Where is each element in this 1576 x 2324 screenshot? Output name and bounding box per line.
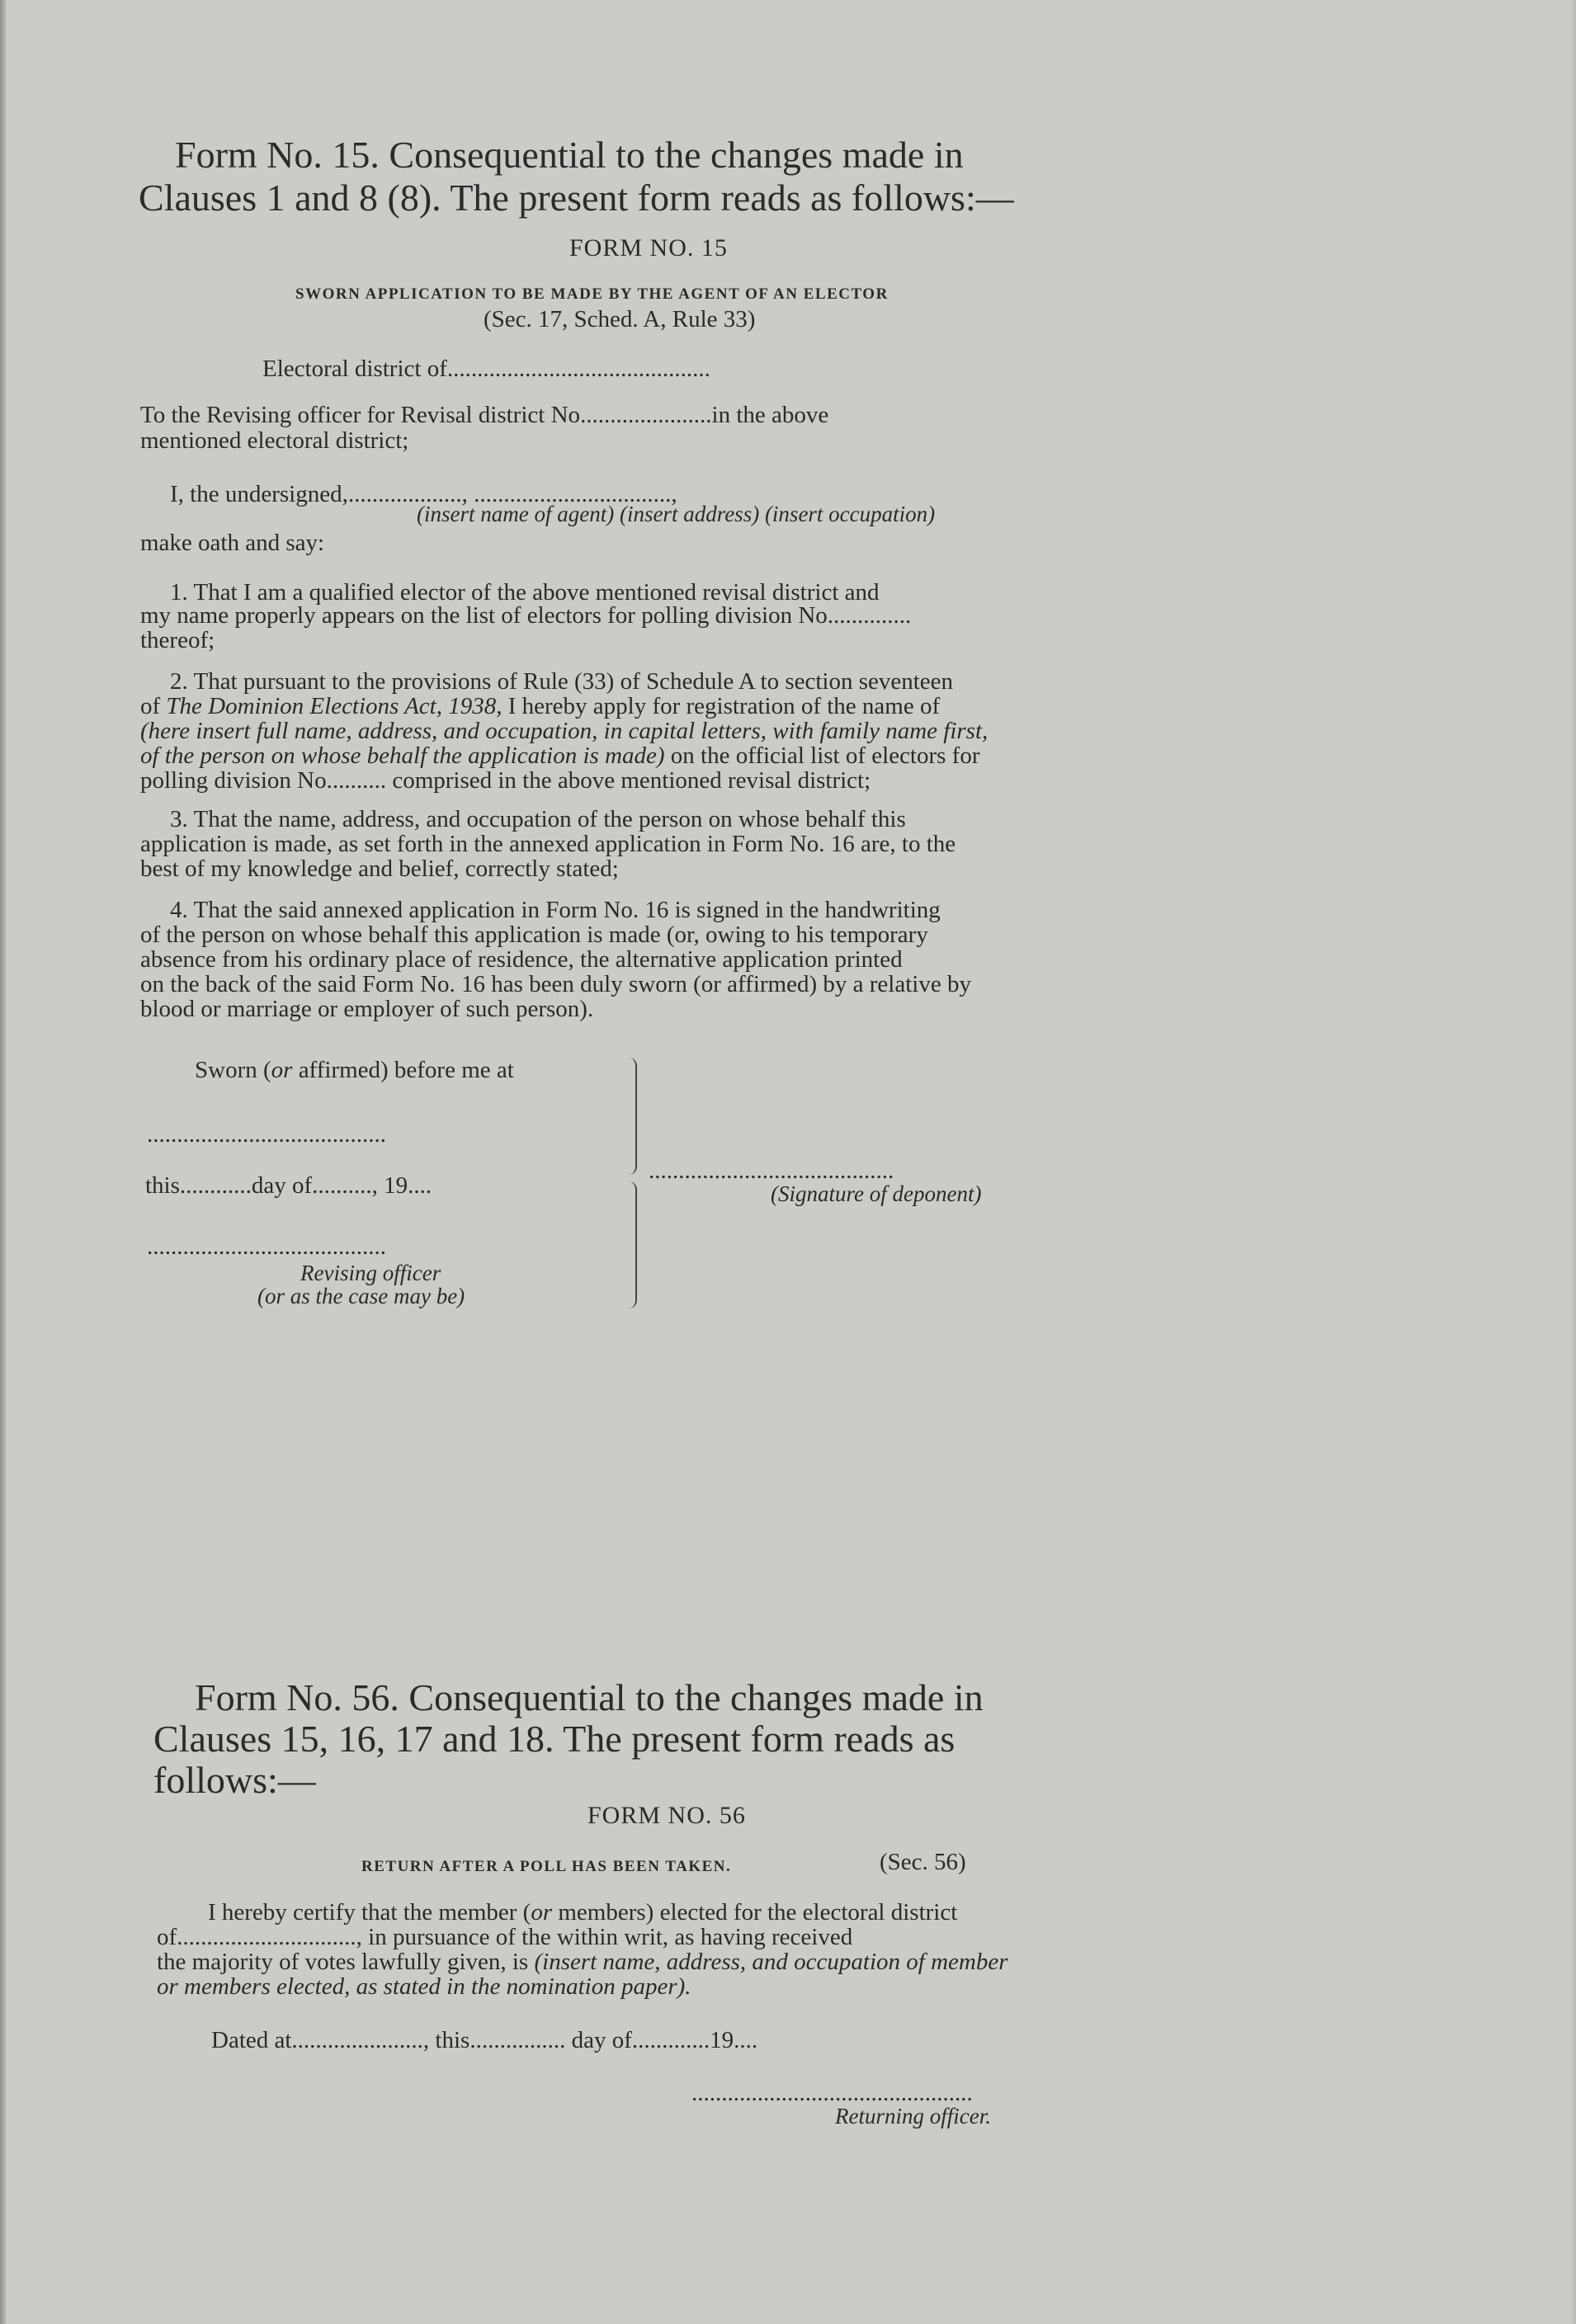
- sworn-line: [195, 1058, 514, 1083]
- para2-line2-b: I hereby apply for registration of the name of: [502, 693, 941, 719]
- undersigned-hints: (insert name of agent) (insert address) (insert occupation): [417, 502, 936, 526]
- para4-line: 4. That the said annexed application in Form No. 16 is signed in the handwriting: [170, 897, 941, 923]
- this-day-line: this............day of.........., 19....: [145, 1172, 432, 1199]
- brace-upper: [624, 1058, 637, 1175]
- para2-line2: [140, 694, 940, 719]
- certify-line3: [157, 1949, 1008, 1975]
- revising-officer-label: Revising officer: [300, 1261, 441, 1285]
- para3-line: application is made, as set forth in the annexed application in Form No. 16 are, to the: [140, 831, 956, 857]
- certify-line4: or members elected, as stated in the nomination paper).: [157, 1973, 691, 2000]
- para2-line4-italic: of the person on whose behalf the application is made): [140, 742, 665, 769]
- form15-subtitle: SWORN APPLICATION TO BE MADE BY THE AGENT OF AN ELECTOR: [295, 285, 889, 303]
- form56-form-label: FORM NO. 56: [587, 1802, 746, 1829]
- form56-heading-line2: Clauses 15, 16, 17 and 18. The present form reads as: [153, 1718, 956, 1760]
- para4-line: absence from his ordinary place of residence, the alternative application printed: [140, 946, 903, 973]
- para4-line: of the person on whose behalf this application is made (or, owing to his temporary: [140, 922, 928, 948]
- revising-officer-dots: ........................................: [147, 1233, 386, 1260]
- signature-label: (Signature of deponent): [771, 1181, 982, 1206]
- form15-reference: (Sec. 17, Sched. A, Rule 33): [484, 306, 756, 332]
- sworn-or: or: [271, 1057, 293, 1083]
- certify-line3-a: the majority of votes lawfully given, is: [157, 1949, 535, 1975]
- act-title: The Dominion Elections Act, 1938,: [166, 693, 503, 719]
- brace-lower: [624, 1181, 637, 1308]
- oath-line: make oath and say:: [140, 530, 325, 556]
- para2-line2-a: of: [140, 693, 167, 719]
- para1-line: 1. That I am a qualified elector of the above mentioned revisal district and: [170, 579, 880, 606]
- para4-line: on the back of the said Form No. 16 has been duly sworn (or affirmed) by a relative by: [140, 971, 971, 997]
- sworn-a: Sworn (: [195, 1057, 271, 1083]
- para2-line3: (here insert full name, address, and occupation, in capital letters, with family name first,: [140, 718, 989, 744]
- form56-subtitle: RETURN AFTER A POLL HAS BEEN TAKEN.: [361, 1858, 732, 1875]
- certify-line2: of.............................., in pursuance of the within writ, as having received: [157, 1924, 853, 1950]
- para2-line4: [140, 743, 980, 769]
- returning-officer-dots: ...............................................: [691, 2080, 973, 2106]
- para4-line: blood or marriage or employer of such person).: [140, 996, 594, 1022]
- electoral-district-line: Electoral district of............................................: [262, 356, 710, 382]
- certify-or: or: [531, 1899, 553, 1926]
- para2-line1: 2. That pursuant to the provisions of Rule (33) of Schedule A to section seventeen: [170, 668, 954, 695]
- signature-dots: .........................................: [649, 1157, 894, 1184]
- para2-line4-b: on the official list of electors for: [664, 742, 980, 769]
- para3-line: best of my knowledge and belief, correctly stated;: [140, 856, 619, 882]
- undersigned-line: I, the undersigned,..................., .................................,: [170, 481, 677, 507]
- place-dots: ........................................: [147, 1121, 386, 1148]
- form15-heading-line1: Form No. 15. Consequential to the changes made in: [175, 134, 964, 176]
- dated-line: Dated at......................, this................ day of.............19....: [211, 2027, 758, 2053]
- certify-line1: [208, 1900, 957, 1926]
- form56-reference: (Sec. 56): [880, 1849, 966, 1875]
- form15-heading-line2: Clauses 1 and 8 (8). The present form reads as follows:—: [139, 177, 1014, 219]
- to-revising-officer-line2: mentioned electoral district;: [140, 427, 409, 454]
- to-revising-officer-line1: To the Revising officer for Revisal district No......................in the above: [140, 402, 829, 428]
- certify-line3-italic: (insert name, address, and occupation of member: [534, 1949, 1008, 1975]
- form56-heading-line3: follows:—: [153, 1759, 316, 1801]
- page-right-edge: [1571, 0, 1576, 2324]
- form15-form-label: FORM NO. 15: [569, 234, 728, 262]
- certify-a: I hereby certify that the member (: [208, 1899, 531, 1926]
- returning-officer-label: Returning officer.: [835, 2104, 991, 2128]
- para2-line5: polling division No.......... comprised in the above mentioned revisal district;: [140, 767, 871, 794]
- revising-officer-label2: (or as the case may be): [257, 1284, 465, 1308]
- sworn-b: affirmed) before me at: [292, 1057, 514, 1083]
- page-binding-edge: [0, 0, 7, 2324]
- certify-b: members) elected for the electoral district: [552, 1899, 958, 1926]
- para1-line: thereof;: [140, 627, 215, 653]
- para3-line: 3. That the name, address, and occupation of the person on whose behalf this: [170, 806, 906, 832]
- para1-line: my name properly appears on the list of electors for polling division No..............: [140, 602, 912, 629]
- form56-heading-line1: Form No. 56. Consequential to the changes made in: [195, 1676, 984, 1718]
